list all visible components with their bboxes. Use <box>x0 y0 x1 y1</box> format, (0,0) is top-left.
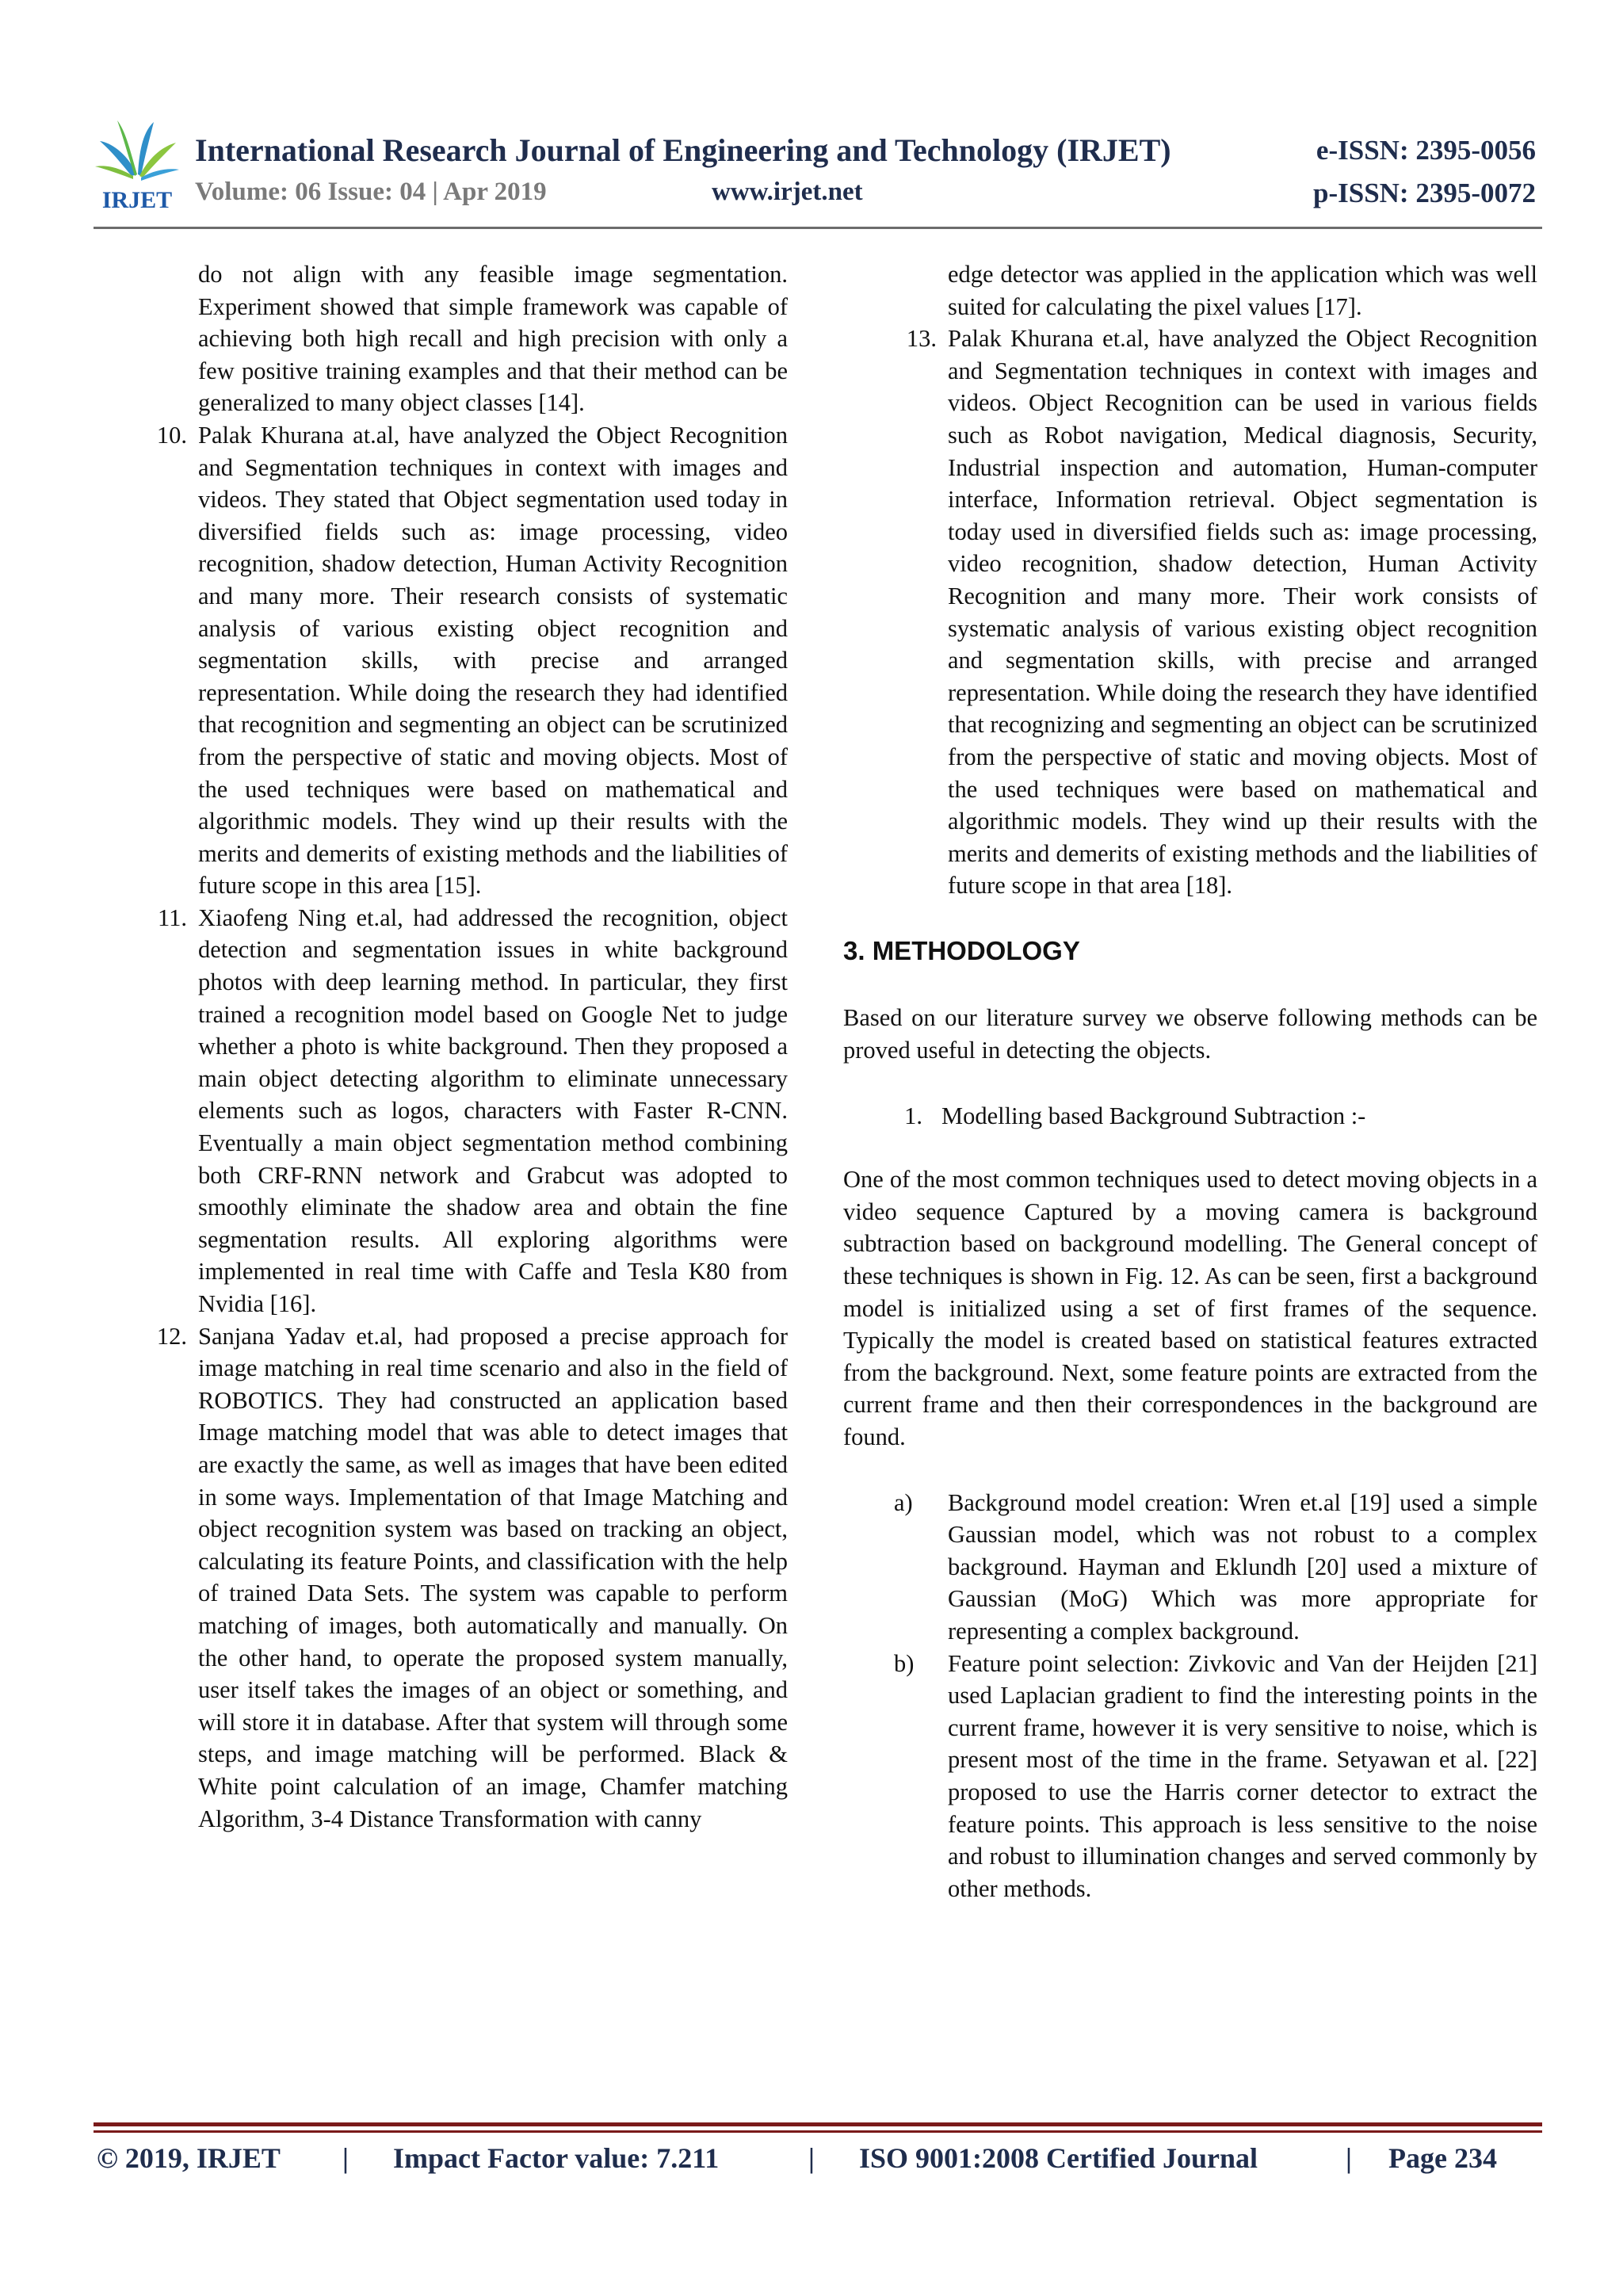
right-column <box>843 258 1537 1904</box>
footer-page-number: Page 234 <box>1388 2142 1497 2174</box>
item-text: Feature point selection: Zivkovic and Van der Heijden [21] used Laplacian gradient to find the interesting points in the current frame, however it is very sensitive to noise, which is present most of the time in the frame. Setyawan et al. [22] proposed to use the Harris corner detector to extract the feature points. This approach is less sensitive to the noise and robust to illumination changes and served commonly by other methods. <box>948 1649 1537 1902</box>
list-item-12 <box>94 1320 788 1836</box>
item-text: Palak Khurana at.al, have analyzed the Object Recognition and Segmentation techniques in context with images and videos. They stated that Object segmentation used today in diversified fields such as: image processing, video recognition, shadow detection, Human Activity Recognition and many more. Their research consists of systematic analysis of various existing object recognition and segmentation skills, with precise and arranged representation. While doing the research they had identified that recognition and segmenting an object can be scrutinized from the perspective of static and moving objects. Most of the used techniques were based on mathematical and algorithmic models. They wind up their results with the merits and demerits of existing methods and the liabilities of future scope in this area [15]. <box>198 421 788 900</box>
item-number: 12. <box>156 1322 187 1350</box>
journal-title: International Research Journal of Engineering and Technology (IRJET) <box>195 132 1171 168</box>
section-heading: 3. METHODOLOGY <box>843 935 1080 965</box>
methodology-paragraph: One of the most common techniques used to detect moving objects in a video sequence Captured by a moving camera is background subtraction based on background modelling. The General concept of these techniques is shown in Fig. 12. As can be seen, first a background model is initialized using a set of first frames of the sequence. Typically the model is created based on statistical features extracted from the background. Next, some feature points are extracted from the current frame and then their correspondences in the background are found. <box>843 1166 1537 1450</box>
page-header <box>94 119 1536 238</box>
p-issn: p-ISSN: 2395-0072 <box>1312 178 1536 208</box>
list-item-9-continuation <box>94 258 788 419</box>
item-text: Palak Khurana et.al, have analyzed the Object Recognition and Segmentation techniques in context with images and videos. Object Recognition can be used in various fields such as Robot navigation, Medical diagnosis, Security, Industrial inspection and automation, Human-computer interface, Information retrieval. Object segmentation is today used in diversified fields such as: image processing, video recognition, shadow detection, Human Activity Recognition and many more. Their work consists of systematic analysis of various existing object recognition and segmentation skills, with precise and arranged representation. While doing the research they have identified that recognizing and segmenting an object can be scrutinized from the perspective of static and moving objects. Most of the used techniques were based on mathematical and algorithmic models. They wind up their results with the merits and demerits of existing methods and the liabilities of future scope in that area [18]. <box>948 325 1537 900</box>
item-letter: b) <box>894 1649 915 1677</box>
list-item-a <box>843 1487 1537 1648</box>
volume-issue: Volume: 06 Issue: 04 | Apr 2019 <box>195 178 547 206</box>
list-item-b <box>843 1648 1537 1905</box>
journal-website[interactable]: www.irjet.net <box>712 178 863 206</box>
item-number: 13. <box>906 325 937 353</box>
e-issn: e-ISSN: 2395-0056 <box>1316 135 1536 166</box>
item-text: Modelling based Background Subtraction :- <box>941 1102 1366 1129</box>
footer-copyright: © 2019, IRJET <box>97 2142 281 2174</box>
left-column <box>94 258 788 1835</box>
irjet-logo <box>94 119 181 212</box>
item-number: 11. <box>158 904 187 931</box>
item-letter: a) <box>894 1488 913 1516</box>
item-text: Xiaofeng Ning et.al, had addressed the recognition, object detection and segmentation issues in white background photos with deep learning method. In particular, they first trained a recognition model based on Google Net to judge whether a photo is white background. Then they proposed a main object detecting algorithm to eliminate unnecessary elements such as logos, characters with Faster R-CNN. Eventually a main object segmentation method combining both CRF-RNN network and Grabcut was adopted to smoothly eliminate the shadow area and obtain the fine segmentation results. All exploring algorithms were implemented in real time with Caffe and Tesla K80 from Nvidia [16]. <box>198 904 788 1317</box>
header-divider <box>94 227 1542 229</box>
footer-separator: | <box>342 2142 349 2174</box>
item-text: Sanjana Yadav et.al, had proposed a precise approach for image matching in real time scenario and also in the field of ROBOTICS. They had constructed an application based Image matching model that was able to detect images that are exactly the same, as well as images that have been edited in some ways. Implementation of that Image Matching and object recognition system was based on tracking an object, calculating its feature Points, and classification with the help of trained Data Sets. The system was capable to perform matching of images, both automatically and manually. On the other hand, to operate the proposed system manually, user itself takes the images of an object or something, and will store it in database. After that system will through some steps, and image matching will be performed. Black & White point calculation of an image, Chamfer matching Algorithm, 3-4 Distance Transformation with canny <box>198 1322 788 1832</box>
lettered-list <box>843 1487 1537 1905</box>
item-number: 1. <box>904 1102 922 1129</box>
item-number: 10. <box>156 421 187 449</box>
footer-divider-thick <box>94 2122 1542 2126</box>
methodology-intro: Based on our literature survey we observe following methods can be proved useful in detecting the objects. <box>843 1004 1537 1064</box>
item-text: Background model creation: Wren et.al [19] used a simple Gaussian model, which was not robust to a complex background. Hayman and Eklundh [20] used a mixture of Gaussian (MoG) Which was more appropriate for representing a complex background. <box>948 1488 1537 1645</box>
footer-separator: | <box>808 2142 815 2174</box>
list-item-11 <box>94 902 788 1320</box>
item-text: edge detector was applied in the application which was well suited for calculating the pixel values [17]. <box>948 261 1537 320</box>
list-item-13 <box>843 323 1537 902</box>
method-item-1 <box>843 1100 1537 1133</box>
logo-text: IRJET <box>101 187 173 212</box>
list-item-12-continuation <box>843 258 1537 323</box>
item-text: do not align with any feasible image segmentation. Experiment showed that simple framework was capable of achieving both high recall and high precision with only a few positive training examples and that their method can be generalized to many object classes [14]. <box>198 261 788 417</box>
footer-separator: | <box>1346 2142 1352 2174</box>
list-item-10 <box>94 419 788 902</box>
footer-impact-factor: Impact Factor value: 7.211 <box>393 2142 720 2174</box>
footer-divider-thin <box>94 2130 1542 2133</box>
footer-iso: ISO 9001:2008 Certified Journal <box>859 2142 1258 2174</box>
